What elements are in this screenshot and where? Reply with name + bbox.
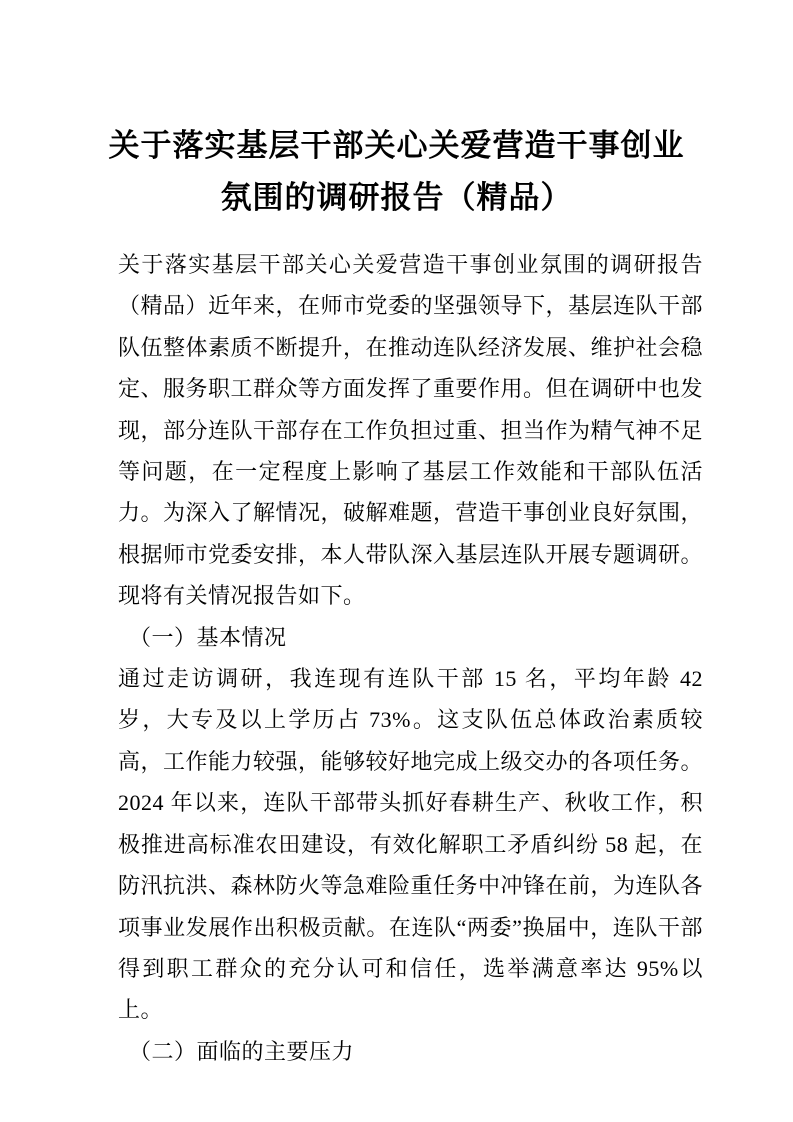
document-title-line-1: 关于落实基层干部关心关爱营造干事创业 — [108, 128, 685, 163]
document-title — [0, 0, 793, 224]
document-title-line-2: 氛围的调研报告（精品） — [220, 180, 573, 215]
body-paragraph: 通过走访调研，我连现有连队干部 15 名，平均年龄 42 岁，大专及以上学历占 73%。这支队伍总体政治素质较高，工作能力较强，能够较好地完成上级交办的各项任务。2024 年以来，连队干部带头抓好春耕生产、秋收工作，积极推进高标准农田建设，有效化解职工矛盾纠纷 58 起，在防汛抗洪、森林防火等急难险重任务中冲锋在前，为连队各项事业发展作出积极贡献。在连队“两委”换届中，连队干部得到职工群众的充分认可和信任，选举满意率达 95%以上。 — [118, 666, 704, 1023]
section-heading: （二）面临的主要压力 — [129, 1038, 355, 1064]
section-heading: （一）基本情况 — [129, 624, 287, 650]
document-body — [118, 244, 703, 1072]
body-paragraph: 关于落实基层干部关心关爱营造干事创业氛围的调研报告（精品）近年来，在师市党委的坚强领导下，基层连队干部队伍整体素质不断提升，在推动连队经济发展、维护社会稳定、服务职工群众等方面发挥了重要作用。但在调研中也发现，部分连队干部存在工作负担过重、担当作为精气神不足等问题，在一定程度上影响了基层工作效能和干部队伍活力。为深入了解情况，破解难题，营造干事创业良好氛围，根据师市党委安排，本人带队深入基层连队开展专题调研。现将有关情况报告如下。 — [118, 252, 704, 609]
